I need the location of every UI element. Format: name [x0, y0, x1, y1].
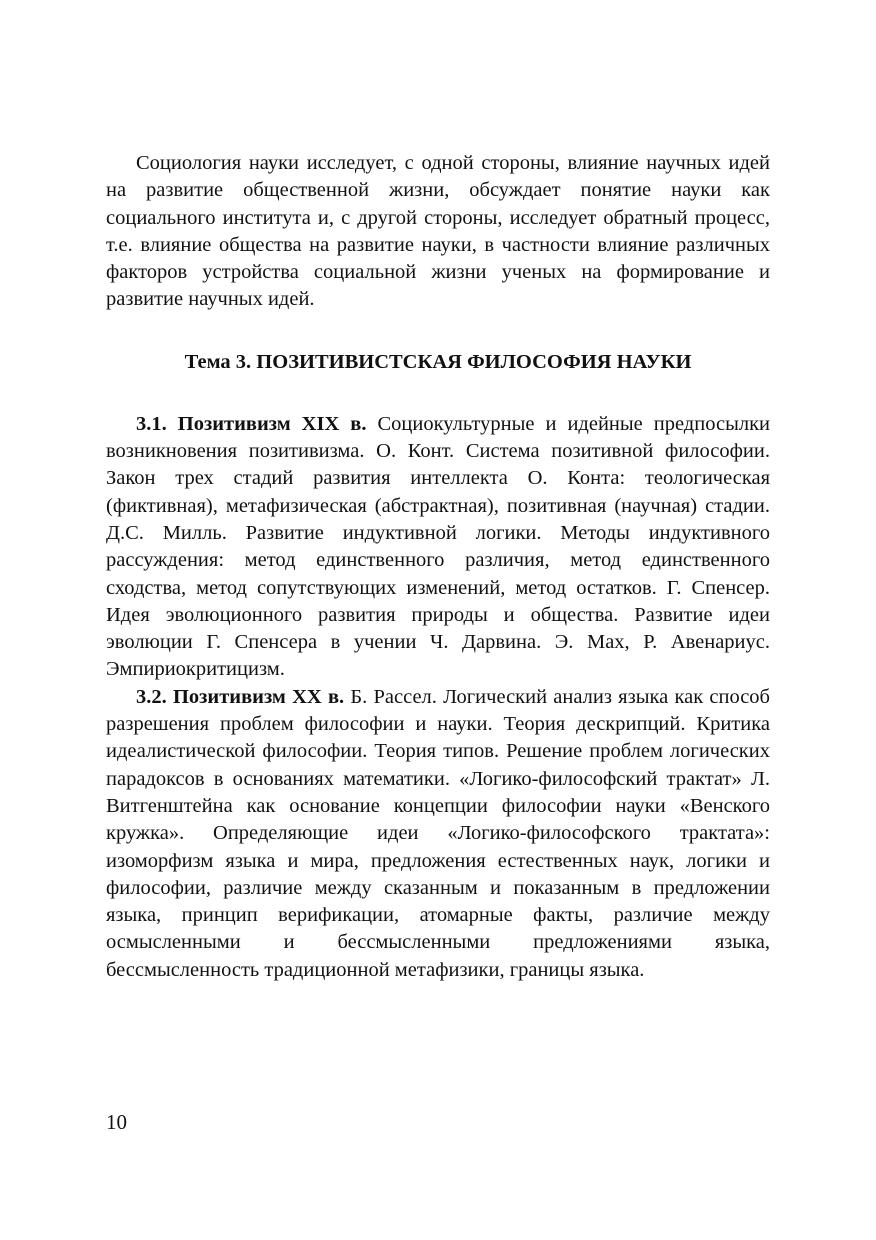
section-3-1-paragraph	[106, 411, 770, 684]
section-3-1-title: 3.1. Позитивизм XIX в.	[136, 412, 367, 435]
section-3-2-text: Б. Рассел. Логический анализ языка как способ разрешения проблем философии и науки. Теория дескрипций. Критика идеалистической философии. Теория типов. Решение проблем логических парадоксов в основаниях математики. «Логико-философский трактат» Л. Витгенштейна как основание концепции философии науки «Венского кружка». Определяющие идеи «Логико-философского трактата»: изоморфизм языка и мира, предложения естественных наук, логики и философии, различие между сказанным и показанным в предложении языка, принцип верификации, атомарные факты, различие между осмысленными и бессмысленными предложениями языка, бессмысленность традиционной метафизики, границы языка.	[106, 685, 770, 981]
intro-paragraph: Социология науки исследует, с одной стороны, влияние научных идей на развитие общественной жизни, обсуждает понятие науки как социального института и, с другой стороны, исследует обратный процесс, т.е. влияние общества на развитие науки, в частности влияние различных факторов устройства социальной жизни ученых на формирование и развитие научных идей.	[106, 152, 770, 311]
topic-heading: Тема 3. ПОЗИТИВИСТСКАЯ ФИЛОСОФИЯ НАУКИ	[184, 350, 692, 373]
page-number: 10	[106, 1110, 127, 1134]
section-3-1-text: Социокультурные и идейные предпосылки возникновения позитивизма. О. Конт. Система позитивной философии. Закон трех стадий развития интеллекта О. Конта: теологическая (фиктивная), метафизическая (абстрактная), позитивная (научная) стадии. Д.С. Милль. Развитие индуктивной логики. Методы индуктивного рассуждения: метод единственного различия, метод единственного сходства, метод сопутствующих изменений, метод остатков. Г. Спенсер. Идея эволюционного развития природы и общества. Развитие идеи эволюции Г. Спенсера в учении Ч. Дарвина. Э. Мах, Р. Авенариус. Эмпириокритицизм.	[106, 412, 771, 681]
section-3-2-paragraph	[106, 684, 770, 984]
section-3-2-title: 3.2. Позитивизм ХХ в.	[136, 685, 345, 708]
page-content	[106, 150, 770, 984]
